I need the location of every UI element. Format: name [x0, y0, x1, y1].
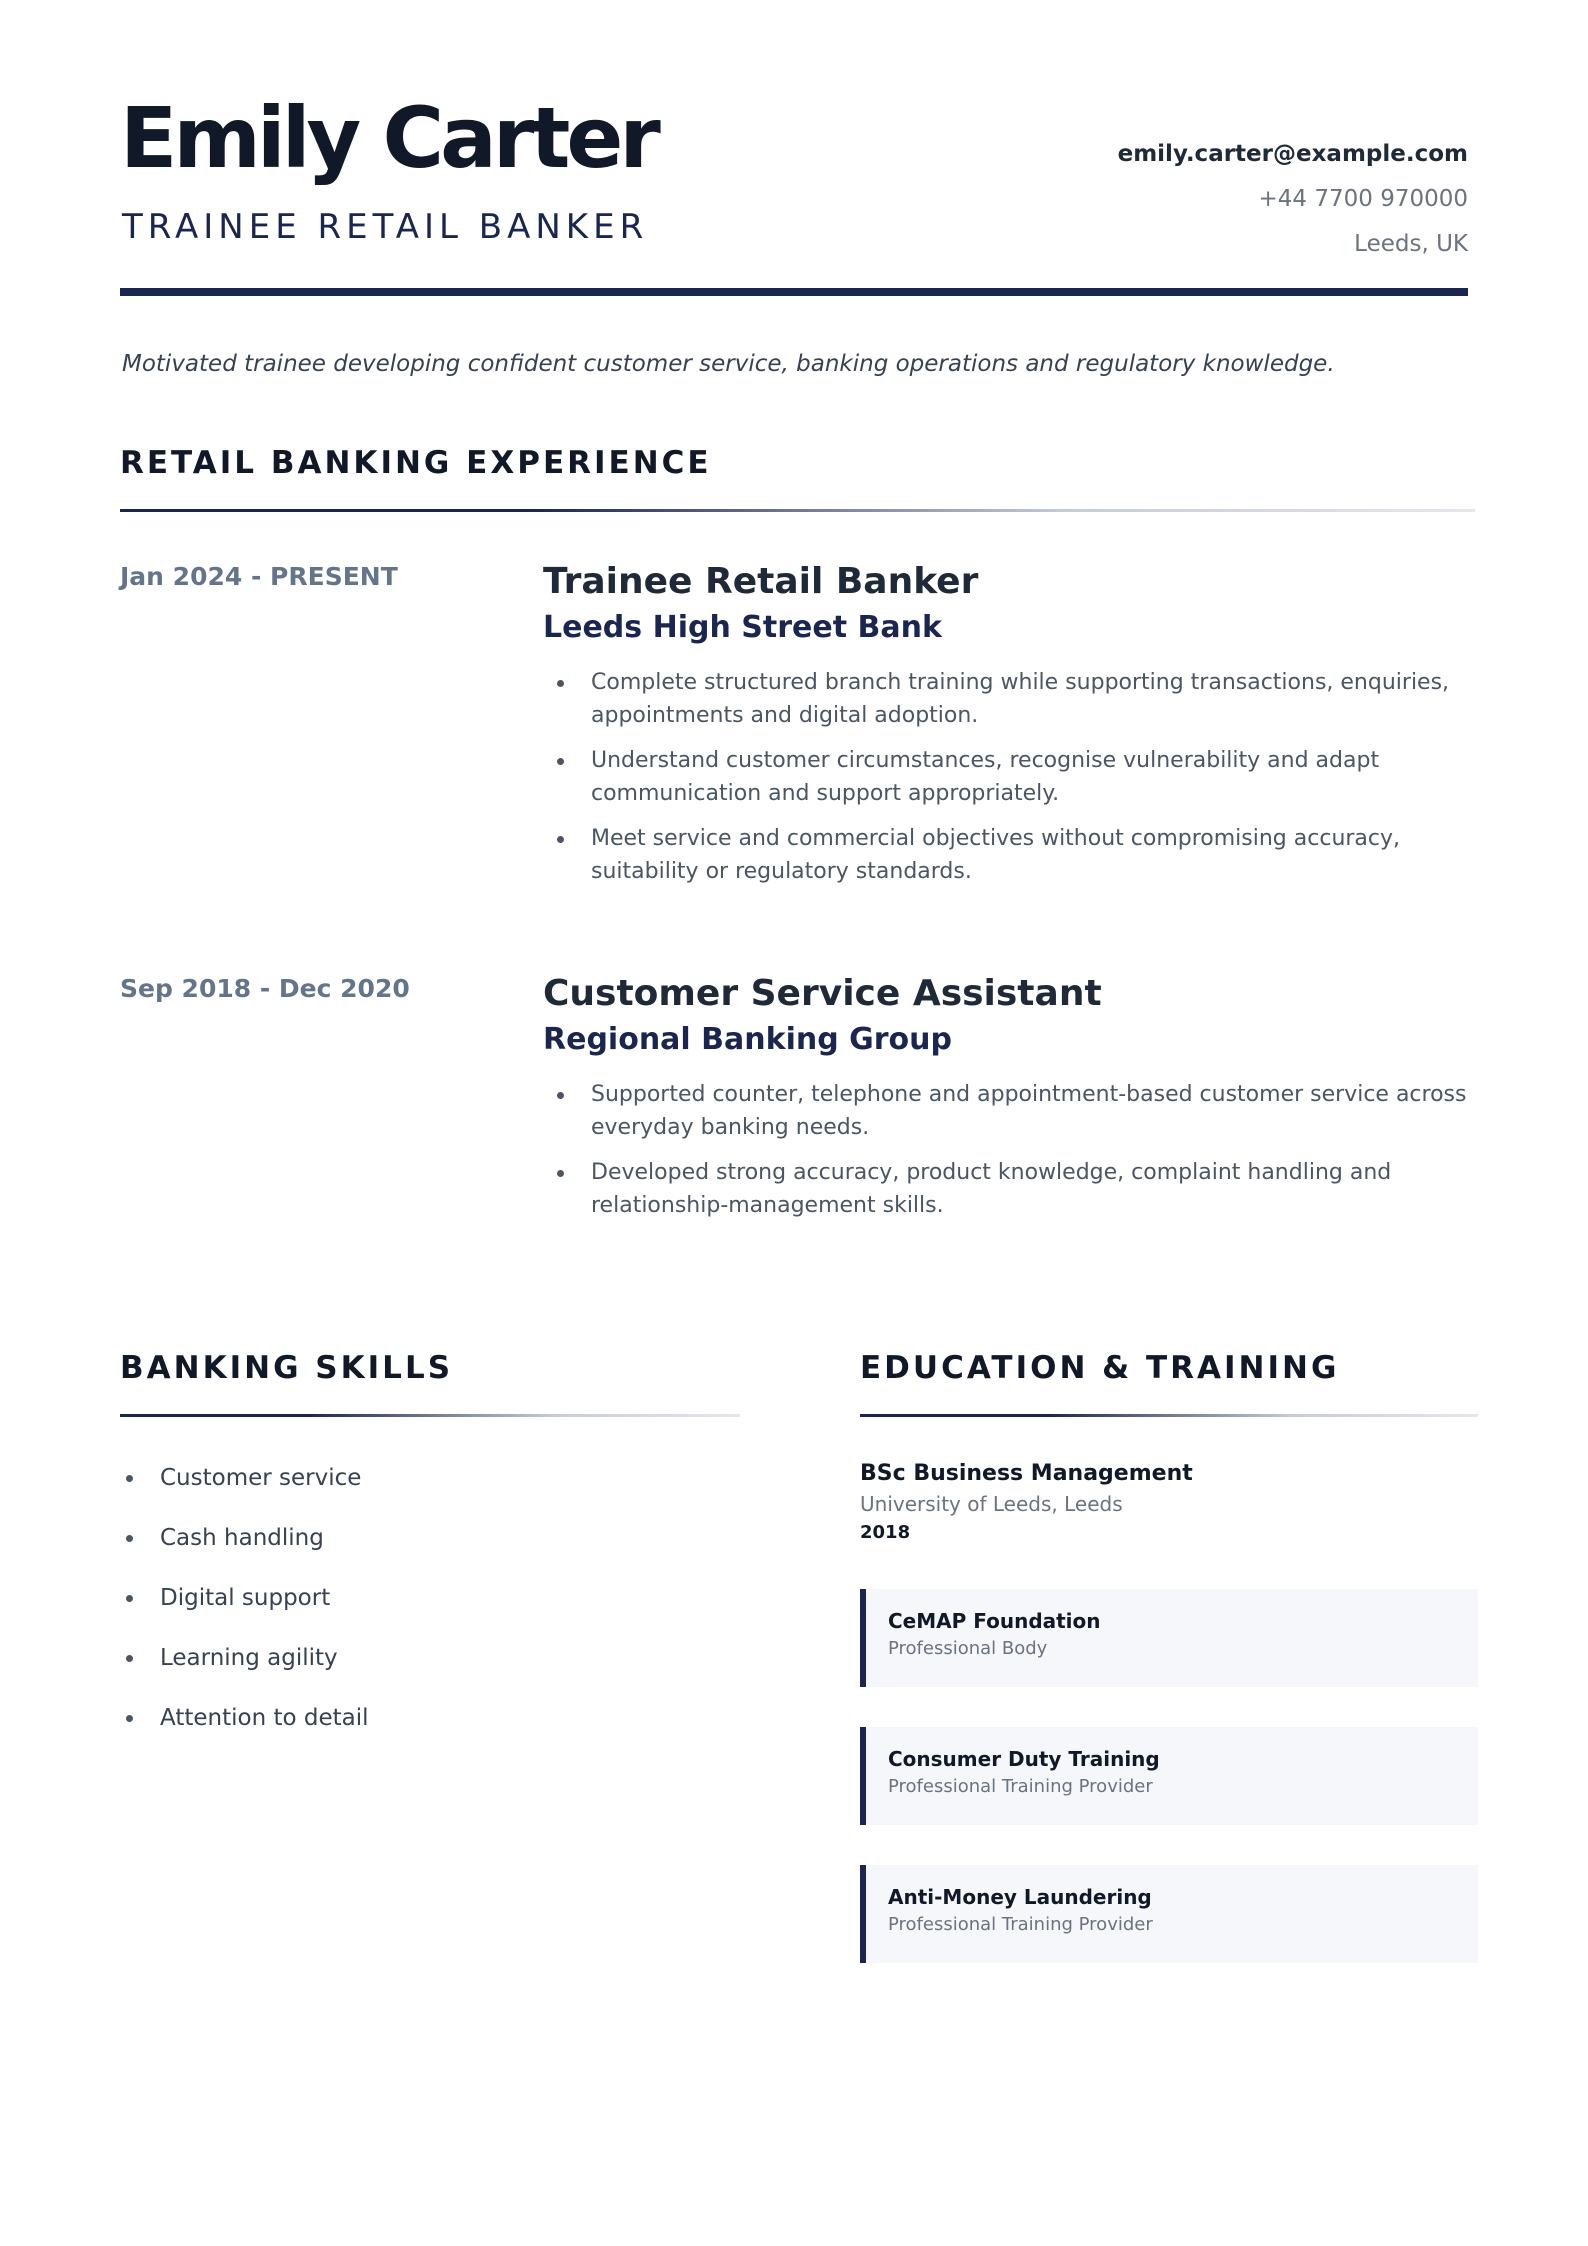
certification-title: Consumer Duty Training: [888, 1747, 1160, 1771]
education-divider: [860, 1414, 1478, 1417]
experience-divider: [120, 509, 1475, 512]
job-dates: Jan 2024 - PRESENT: [120, 562, 398, 591]
candidate-name: Emily Carter: [120, 89, 657, 187]
job-body: [543, 972, 1475, 1222]
job-title: Trainee Retail Banker: [543, 561, 979, 602]
responsibility-item: Complete structured branch training while supporting transactions, enquiries, appointments and digital adoption.: [543, 666, 1475, 732]
certification-title: CeMAP Foundation: [888, 1609, 1101, 1633]
header-divider: [120, 288, 1468, 296]
skills-list: [120, 1463, 740, 1733]
skill-item: Digital support: [120, 1583, 740, 1613]
certification-provider: Professional Training Provider: [888, 1914, 1153, 1935]
certification-card: [860, 1589, 1478, 1687]
candidate-role: TRAINEE RETAIL BANKER: [122, 207, 649, 247]
certification-provider: Professional Training Provider: [888, 1776, 1153, 1797]
certification-card: [860, 1865, 1478, 1963]
degree-school: University of Leeds, Leeds: [860, 1492, 1123, 1516]
degree-year: 2018: [860, 1522, 911, 1543]
education-heading: EDUCATION & TRAINING: [860, 1350, 1340, 1386]
certification-provider: Professional Body: [888, 1638, 1048, 1659]
job-title: Customer Service Assistant: [543, 973, 1102, 1014]
responsibility-item: Developed strong accuracy, product knowledge, complaint handling and relationship-management skills.: [543, 1156, 1475, 1222]
job-entry: [120, 560, 1475, 888]
contact-email[interactable]: emily.carter@example.com: [1117, 141, 1468, 167]
responsibility-item: Supported counter, telephone and appointment-based customer service across everyday banking needs.: [543, 1078, 1475, 1144]
skill-item: Cash handling: [120, 1523, 740, 1553]
profile-summary: Motivated trainee developing confident customer service, banking operations and regulatory knowledge.: [122, 351, 1335, 377]
skill-item: Customer service: [120, 1463, 740, 1493]
skills-section: [120, 1350, 740, 1763]
skills-heading: BANKING SKILLS: [120, 1350, 454, 1386]
resume-header: [120, 0, 1468, 296]
skill-item: Learning agility: [120, 1643, 740, 1673]
job-dates: Sep 2018 - Dec 2020: [120, 974, 410, 1003]
experience-section: [120, 445, 1475, 1234]
job-company: Regional Banking Group: [543, 1022, 952, 1057]
contact-location: Leeds, UK: [1354, 231, 1468, 257]
responsibility-item: Understand customer circumstances, recognise vulnerability and adapt communication and support appropriately.: [543, 744, 1475, 810]
job-company: Leeds High Street Bank: [543, 610, 942, 645]
degree-entry: [860, 1459, 1478, 1547]
contact-phone[interactable]: +44 7700 970000: [1258, 186, 1468, 212]
skill-item: Attention to detail: [120, 1703, 740, 1733]
job-responsibilities: [543, 666, 1475, 888]
education-section: [860, 1350, 1478, 1963]
skills-divider: [120, 1414, 740, 1417]
experience-heading: RETAIL BANKING EXPERIENCE: [120, 445, 712, 481]
job-entry: [120, 972, 1475, 1222]
certification-title: Anti-Money Laundering: [888, 1885, 1152, 1909]
job-responsibilities: [543, 1078, 1475, 1222]
responsibility-item: Meet service and commercial objectives without compromising accuracy, suitability or regulatory standards.: [543, 822, 1475, 888]
job-body: [543, 560, 1475, 888]
degree-title: BSc Business Management: [860, 1461, 1193, 1486]
certification-card: [860, 1727, 1478, 1825]
contact-block: [1118, 132, 1468, 267]
